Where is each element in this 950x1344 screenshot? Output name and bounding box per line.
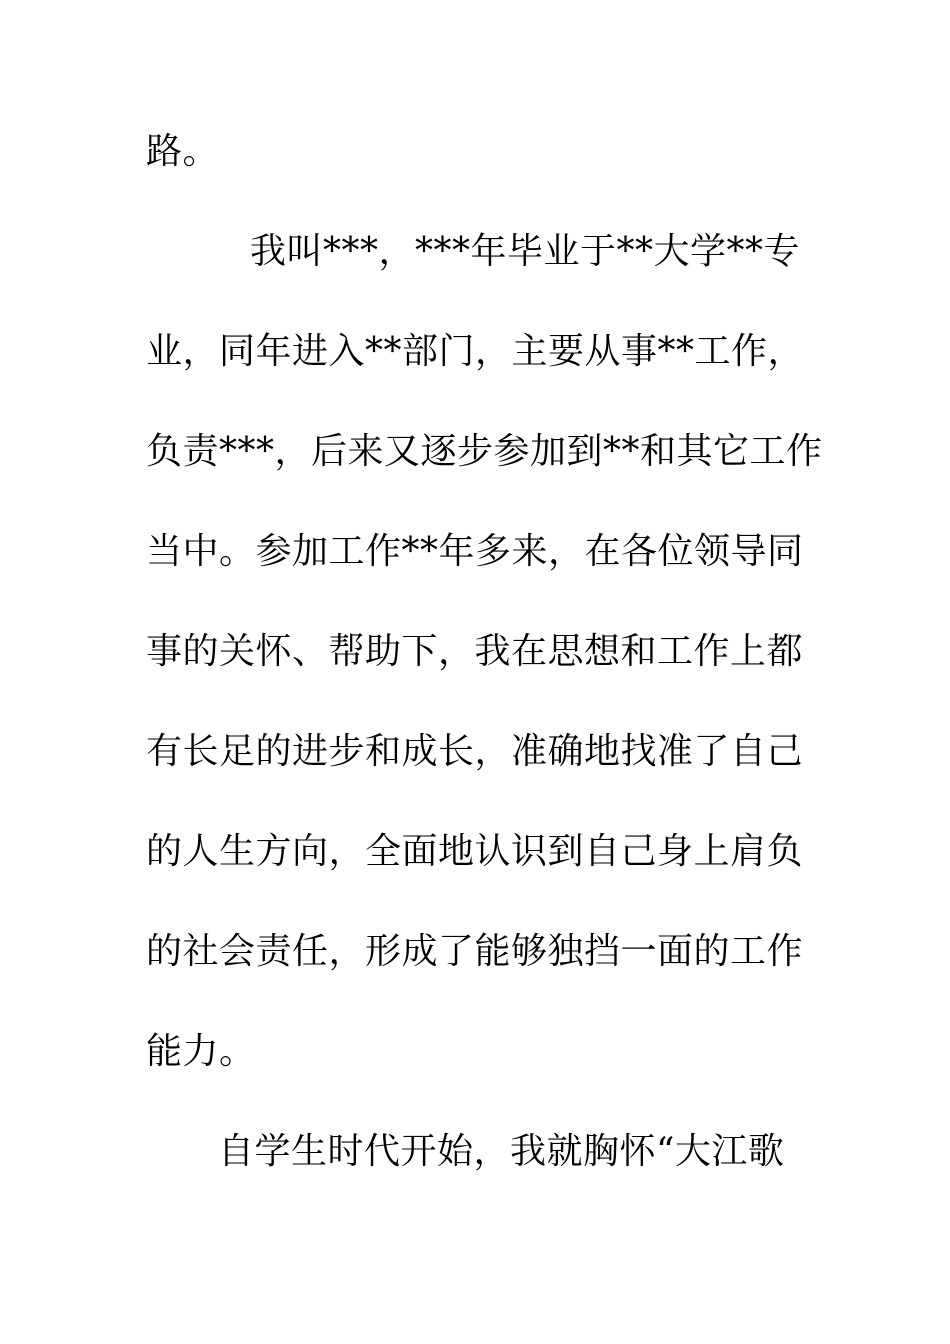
text-line: 能力。 (146, 1031, 256, 1072)
text-line: 事的关怀、帮助下，我在思想和工作上都 (146, 631, 804, 672)
text-line: 有长足的进步和成长，准确地找准了自己 (146, 731, 804, 772)
paragraph-start-line: 自学生时代开始，我就胸怀“大江歌 (218, 1131, 785, 1172)
text-line: 负责***，后来又逐步参加到**和其它工作 (146, 431, 823, 472)
paragraph-start-line: 我叫***，***年毕业于**大学**专 (250, 231, 801, 272)
text-line: 当中。参加工作**年多来，在各位领导同 (146, 531, 804, 572)
text-line: 的社会责任，形成了能够独挡一面的工作 (146, 931, 804, 972)
text-line: 的人生方向，全面地认识到自己身上肩负 (146, 831, 804, 872)
text-line: 路。 (146, 131, 220, 172)
text-line: 业，同年进入**部门，主要从事**工作， (146, 331, 805, 372)
